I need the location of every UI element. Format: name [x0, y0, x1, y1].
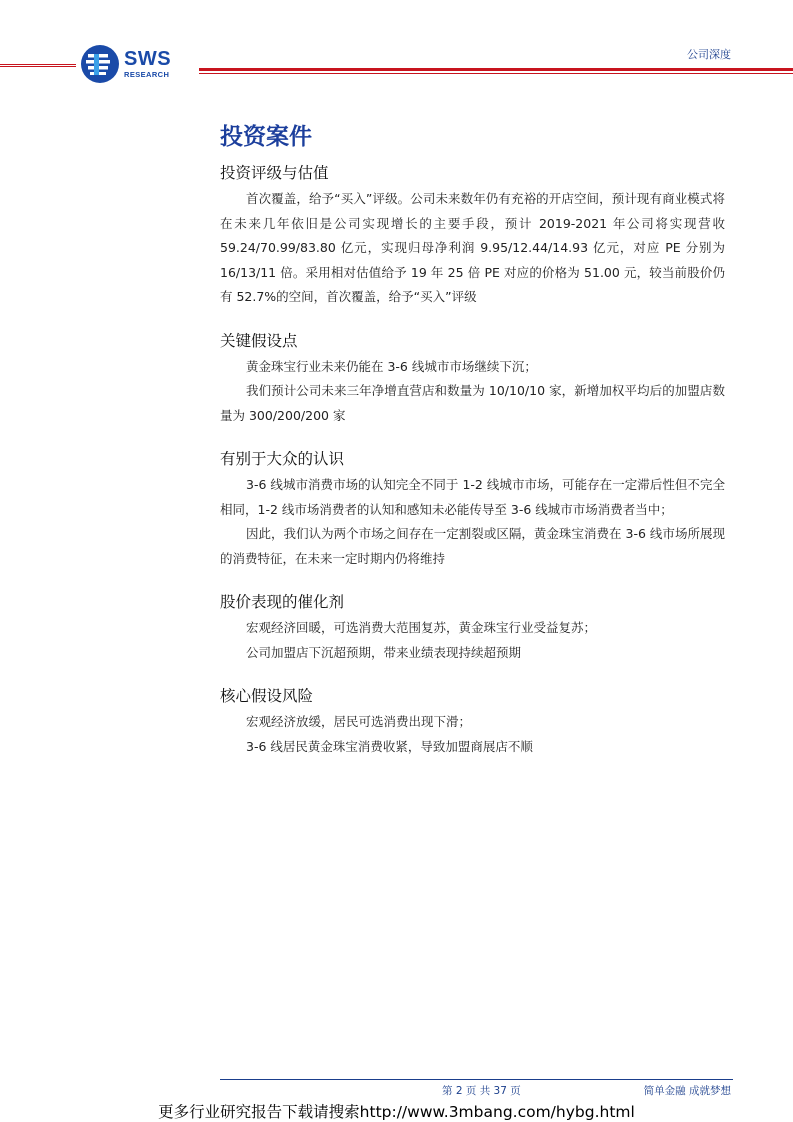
header-rule-right [199, 68, 793, 75]
section-catalysts [220, 591, 725, 665]
paragraph: 3-6 线城市消费市场的认知完全不同于 1-2 线城市市场，可能存在一定滞后性但不完全相同，1-2 线市场消费者的认知和感知未必能传导至 3-6 线城市市场消费者当中； [220, 477, 725, 517]
section-title: 关键假设点 [220, 331, 298, 350]
section-title: 投资评级与估值 [220, 164, 329, 182]
header-rule-left [0, 64, 76, 67]
paragraph: 宏观经济回暖，可选消费大范围复苏，黄金珠宝行业受益复苏； [246, 620, 597, 635]
paragraph: 黄金珠宝行业未来仍能在 3-6 线城市市场继续下沉； [246, 358, 537, 374]
logo-subtext: RESEARCH [124, 70, 170, 79]
footer-rule [220, 1079, 733, 1080]
section-title: 有别于大众的认识 [220, 450, 345, 468]
section-differentiated-view [220, 448, 725, 571]
promo-link-text[interactable]: 更多行业研究报告下载请搜索http://www.3mbang.com/hybg.html [158, 1103, 635, 1121]
sws-logo [80, 44, 190, 86]
section-key-assumptions [220, 330, 725, 429]
paragraph: 公司加盟店下沉超预期，带来业绩表现持续超预期 [246, 644, 522, 660]
logo-text: SWS [124, 48, 172, 70]
section-title: 核心假设风险 [220, 687, 314, 705]
document-type-label: 公司深度 [687, 48, 731, 61]
sws-logo-mark-icon [80, 44, 120, 84]
main-content [220, 122, 725, 779]
section-title: 股价表现的催化剂 [220, 593, 345, 611]
section-risks [220, 685, 725, 759]
paragraph: 宏观经济放缓，居民可选消费出现下滑； [246, 714, 472, 729]
page-title: 投资案件 [220, 124, 312, 150]
footer-slogan: 简单金融 成就梦想 [643, 1085, 731, 1097]
paragraph: 因此，我们认为两个市场之间存在一定割裂或区隔，黄金珠宝消费在 3-6 线市场所展现的消费特征，在未来一定时期内仍将维持 [220, 526, 725, 566]
paragraph: 我们预计公司未来三年净增直营店和数量为 10/10/10 家，新增加权平均后的加盟店数量为 300/200/200 家 [220, 383, 725, 423]
paragraph: 3-6 线居民黄金珠宝消费收紧，导致加盟商展店不顺 [246, 738, 533, 754]
page-indicator: 第 2 页 共 37 页 [442, 1085, 521, 1097]
paragraph: 首次覆盖，给予“买入”评级。公司未来数年仍有充裕的开店空间，预计现有商业模式将在未来几年依旧是公司实现增长的主要手段，预计 2019-2021 年公司将实现营收 59.24/70.99/83.80 亿元，实现归母净利润 9.95/12.44/14.93 亿元，对应 PE 分别为 16/13/11 倍。采用相对估值给予 19 年 25 倍 PE 对应的价格为 51.00 元，较当前股价仍有 52.7%的空间，首次覆盖，给予“买入”评级 [220, 191, 725, 304]
section-valuation [220, 162, 725, 310]
